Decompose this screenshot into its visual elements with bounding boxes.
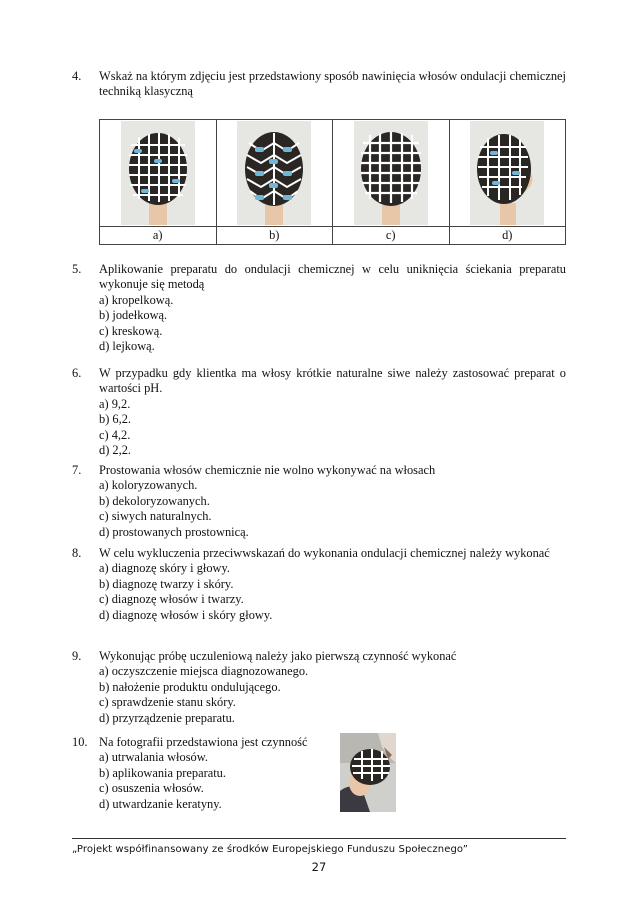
option-c: c) 4,2.: [99, 427, 131, 442]
photo-cell-c: [333, 120, 450, 227]
question-text: Wykonując próbę uczuleniową należy jako pierwszą czynność wykonać: [99, 649, 457, 663]
question-text: Prostowania włosów chemicznie nie wolno wykonywać na włosach: [99, 463, 436, 477]
option-c: c) siwych naturalnych.: [99, 509, 212, 524]
option-d: d) diagnozę włosów i skóry głowy.: [99, 607, 273, 622]
question-number: 7.: [72, 463, 82, 477]
footer-funding-note: „Projekt współfinansowany ze środków Europejskiego Funduszu Społecznego”: [72, 844, 469, 855]
question-number: 10.: [72, 735, 88, 749]
option-a: a) oczyszczenie miejsca diagnozowanego.: [99, 664, 309, 679]
answer-options: [99, 664, 566, 726]
option-b: b) nałożenie produktu ondulującego.: [99, 679, 281, 694]
footer-divider: [72, 838, 566, 839]
option-d: d) 2,2.: [99, 443, 132, 458]
option-b: b) dekoloryzowanych.: [99, 493, 210, 508]
question-number: 8.: [72, 546, 82, 560]
question-9: [72, 649, 566, 726]
hair-rods-photo-c: [354, 121, 428, 225]
question-6: [72, 366, 566, 458]
question-7: [72, 463, 566, 540]
question-8: [72, 546, 566, 623]
option-d: d) lejkową.: [99, 339, 155, 354]
photo-label-b: b): [216, 227, 333, 245]
option-d: d) przyrządzenie preparatu.: [99, 710, 235, 725]
photo-cell-b: [216, 120, 333, 227]
answer-options: [99, 293, 566, 355]
question-4: [72, 69, 566, 100]
option-b: b) jodełkową.: [99, 308, 168, 323]
answer-options: [99, 561, 566, 623]
option-d: d) utwardzanie keratyny.: [99, 796, 222, 811]
option-d: d) prostowanych prostownicą.: [99, 524, 249, 539]
photo-label-d: d): [449, 227, 566, 245]
hair-rods-photo-b: [237, 121, 311, 225]
question-text: Na fotografii przedstawiona jest czynność: [99, 735, 308, 749]
hair-rods-photo-d: [470, 121, 544, 225]
option-b: b) aplikowania preparatu.: [99, 765, 226, 780]
option-a: a) kropelkową.: [99, 292, 174, 307]
option-a: a) utrwalania włosów.: [99, 750, 208, 765]
photo-cell-d: [449, 120, 566, 227]
page-number: 27: [311, 860, 327, 874]
option-a: a) koloryzowanych.: [99, 478, 198, 493]
option-c: c) osuszenia włosów.: [99, 781, 204, 796]
photo-label-a: a): [100, 227, 217, 245]
hairdresser-photo: [340, 733, 396, 812]
option-a: a) 9,2.: [99, 396, 131, 411]
answer-options: [99, 397, 566, 459]
question-text: Aplikowanie preparatu do ondulacji chemicznej w celu uniknięcia ściekania preparatu wykonuje się metodą: [99, 262, 566, 292]
option-c: c) diagnozę włosów i twarzy.: [99, 592, 244, 607]
question-text: Wskaż na którym zdjęciu jest przedstawiony sposób nawinięcia włosów ondulacji chemicznej techniką klasyczną: [99, 69, 566, 99]
question-5: [72, 262, 566, 354]
option-b: b) diagnozę twarzy i skóry.: [99, 576, 234, 591]
question-10: [72, 735, 332, 812]
photo-label-c: c): [333, 227, 450, 245]
option-c: c) sprawdzenie stanu skóry.: [99, 695, 236, 710]
question-number: 5.: [72, 262, 82, 276]
hair-rods-photo-a: [121, 121, 195, 225]
option-b: b) 6,2.: [99, 412, 132, 427]
photo-cell-a: [100, 120, 217, 227]
option-a: a) diagnozę skóry i głowy.: [99, 561, 230, 576]
question-text: W celu wykluczenia przeciwwskazań do wykonania ondulacji chemicznej należy wykonać: [99, 546, 550, 560]
answer-options: [99, 478, 566, 540]
option-c: c) kreskową.: [99, 323, 163, 338]
photo-choice-table: [99, 119, 566, 245]
question-number: 4.: [72, 69, 82, 83]
answer-options: [99, 750, 332, 812]
question-number: 9.: [72, 649, 82, 663]
question-number: 6.: [72, 366, 82, 380]
question-text: W przypadku gdy klientka ma włosy krótkie naturalne siwe należy zastosować preparat o wartości pH.: [99, 366, 566, 396]
